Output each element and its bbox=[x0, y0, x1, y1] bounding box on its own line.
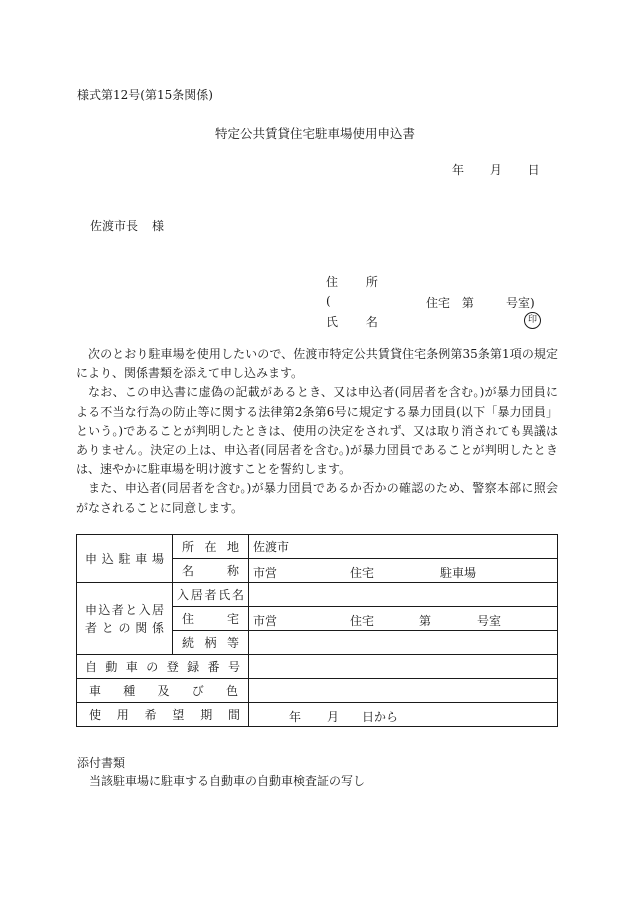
attachments-heading: 添付書類 bbox=[77, 756, 126, 770]
residence-label: 住宅 bbox=[173, 607, 249, 631]
body-paragraph-2: なお、この申込書に虚偽の記載があるとき、又は申込者(同居者を含む。)が暴力団員による不当な行為の防止等に関する法律第2条第6号に規定する暴力団員(以下「暴力団員」という。)であることが判明したときは、使用の決定をされず、又は取り消されても異議はありません。決定の上は、申込者(同居者を含む。)が暴力団員であることが判明したときは、速やかに駐車場を明け渡すことを誓約します。 bbox=[76, 385, 558, 477]
period-month: 月 bbox=[327, 709, 340, 724]
body-paragraph-1: 次のとおり駐車場を使用したいので、佐渡市特定公共賃貸住宅条例第35条第1項の規定により、関係書類を添えて申し込みます。 bbox=[76, 347, 558, 381]
document-title: 特定公共賃貸住宅駐車場使用申込書 bbox=[214, 126, 415, 141]
resident-name-value[interactable] bbox=[249, 583, 558, 607]
addressee-name: 佐渡市長 bbox=[90, 219, 139, 233]
model-color-label: 車種及び色 bbox=[77, 679, 249, 703]
period-year: 年 bbox=[289, 709, 302, 724]
applicant-address-label: 住 所 bbox=[326, 275, 390, 289]
date-month: 月 bbox=[489, 163, 502, 177]
residence-d: 号室 bbox=[477, 613, 502, 628]
paren-open: ( bbox=[326, 294, 331, 308]
applicant-name-label: 氏 名 bbox=[326, 315, 390, 329]
form-number: 様式第12号(第15条関係) bbox=[77, 88, 213, 102]
location-label: 所在地 bbox=[173, 535, 249, 559]
attachment-item: 当該駐車場に駐車する自動車の自動車検査証の写し bbox=[89, 774, 366, 788]
applicant-address-row bbox=[326, 273, 390, 290]
residence-a: 市営 bbox=[253, 613, 278, 628]
body-paragraph-3: また、申込者(同居者を含む。)が暴力団員であるか否かの確認のため、警察本部に照会がなされることに同意します。 bbox=[76, 481, 558, 515]
date-line bbox=[452, 161, 540, 178]
resident-name-label: 入居者氏名 bbox=[173, 583, 249, 607]
resident-group-line2: 者との関係 bbox=[85, 620, 164, 635]
room-label: 号室) bbox=[506, 296, 535, 310]
period-value[interactable] bbox=[249, 703, 558, 727]
addressee-honorific: 様 bbox=[152, 219, 165, 233]
location-value[interactable]: 佐渡市 bbox=[249, 535, 558, 559]
resident-group-line1: 申込者と入居 bbox=[85, 602, 164, 617]
seal-mark: 印 bbox=[524, 312, 541, 329]
relation-value[interactable] bbox=[249, 631, 558, 655]
parking-group-label: 申込駐車場 bbox=[77, 535, 173, 583]
period-label: 使用希望期間 bbox=[77, 703, 249, 727]
parking-name-c: 駐車場 bbox=[440, 565, 477, 580]
residence-value[interactable] bbox=[249, 607, 558, 631]
date-year: 年 bbox=[452, 163, 465, 177]
residence-c: 第 bbox=[419, 613, 432, 628]
applicant-name-row bbox=[326, 313, 550, 330]
date-day: 日 bbox=[527, 163, 540, 177]
reg-number-label: 自動車の登録番号 bbox=[77, 655, 249, 679]
period-from: 日から bbox=[362, 709, 399, 724]
application-table bbox=[76, 534, 558, 727]
residence-b: 住宅 bbox=[350, 613, 375, 628]
parking-name-b: 住宅 bbox=[350, 565, 375, 580]
resident-group-label bbox=[77, 583, 173, 655]
parking-name-a: 市営 bbox=[253, 565, 278, 580]
reg-number-value[interactable] bbox=[249, 655, 558, 679]
addressee bbox=[90, 217, 164, 234]
body-text bbox=[76, 345, 558, 518]
housing-label: 住宅 第 bbox=[426, 296, 474, 310]
relation-label: 続柄等 bbox=[173, 631, 249, 655]
model-color-value[interactable] bbox=[249, 679, 558, 703]
parking-name-value[interactable] bbox=[249, 559, 558, 583]
parking-name-label: 名称 bbox=[173, 559, 249, 583]
